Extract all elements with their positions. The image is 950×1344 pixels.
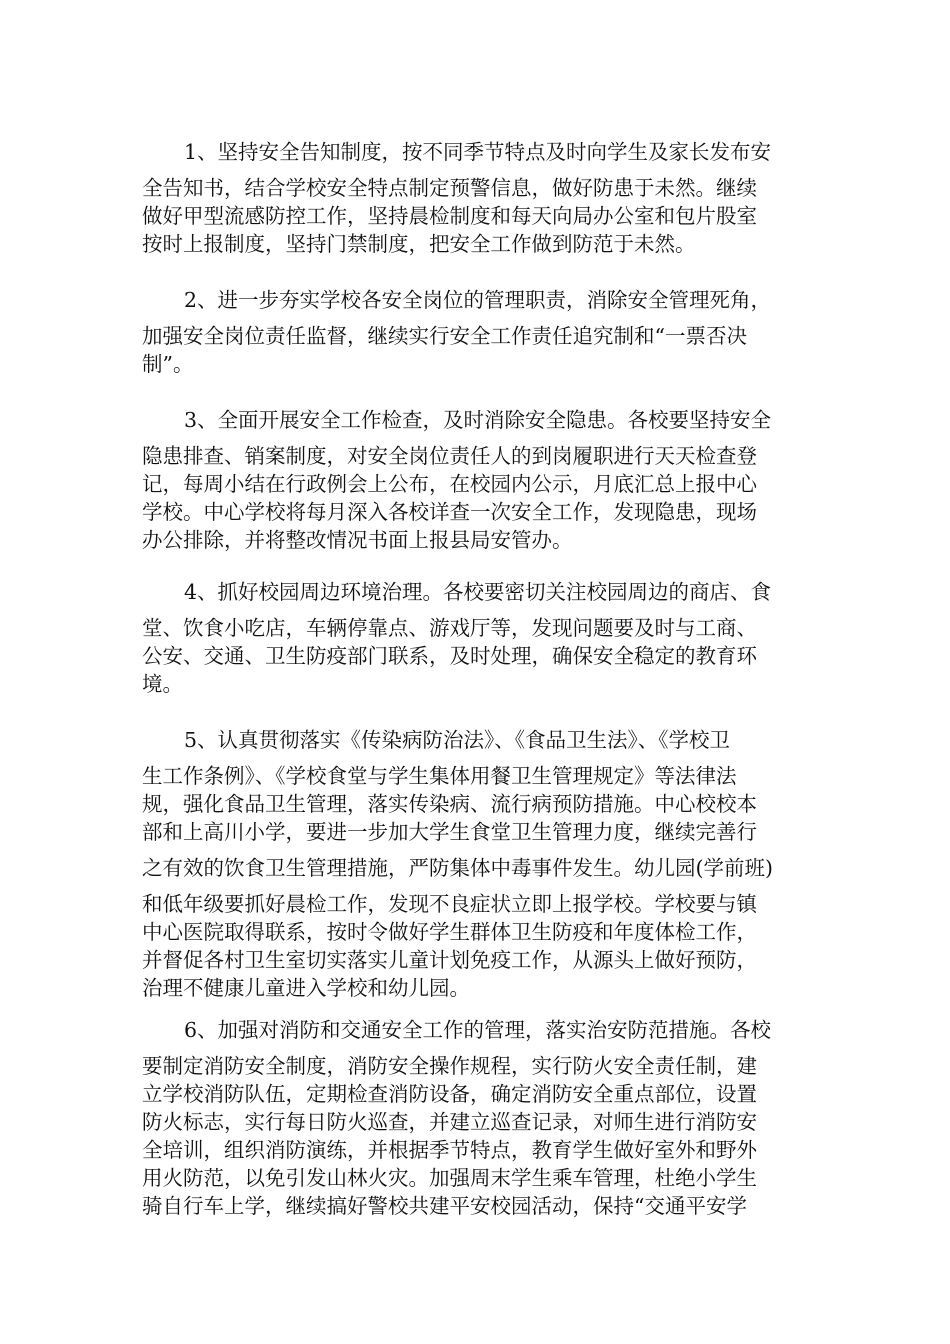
paragraph-line: 制”。 (142, 352, 194, 376)
paragraph-3 (142, 406, 814, 554)
paragraph-line: 和低年级要抓好晨检工作，发现不良症状立即上报学校。学校要与镇 (142, 892, 757, 916)
paragraph-line: 并督促各村卫生室切实落实儿童计划免疫工作，从源头上做好预防， (142, 948, 757, 972)
paragraph-line: 3、全面开展安全工作检查，及时消除安全隐患。各校要坚持安全 (184, 408, 772, 432)
paragraph-line: 1、坚持安全告知制度，按不同季节特点及时向学生及家长发布安 (184, 140, 772, 164)
paragraph-line: 公安、交通、卫生防疫部门联系，及时处理，确保安全稳定的教育环 (142, 644, 757, 668)
paragraph-1 (142, 138, 814, 258)
paragraph-line: 之有效的饮食卫生管理措施，严防集体中毒事件发生。幼儿园(学前班) (142, 856, 773, 880)
paragraph-4 (142, 578, 814, 698)
paragraph-5 (142, 726, 814, 1002)
paragraph-2 (142, 286, 814, 378)
paragraph-line: 2、进一步夯实学校各安全岗位的管理职责，消除安全管理死角， (184, 288, 772, 312)
paragraph-line: 按时上报制度，坚持门禁制度，把安全工作做到防范于未然。 (142, 232, 696, 256)
paragraph-line: 境。 (142, 672, 183, 696)
paragraph-line: 堂、饮食小吃店，车辆停靠点、游戏厅等，发现问题要及时与工商、 (142, 616, 757, 640)
paragraph-line: 治理不健康儿童进入学校和幼儿园。 (142, 976, 470, 1000)
paragraph-line: 加强安全岗位责任监督，继续实行安全工作责任追究制和“一票否决 (142, 324, 747, 348)
paragraph-line: 中心医院取得联系，按时令做好学生群体卫生防疫和年度体检工作， (142, 920, 757, 944)
paragraph-line: 记，每周小结在行政例会上公布，在校园内公示，月底汇总上报中心 (142, 472, 757, 496)
paragraph-line: 5、认真贯彻落实《传染病防治法》、《食品卫生法》、《学校卫 (184, 728, 731, 752)
paragraph-line: 防火标志，实行每日防火巡查，并建立巡查记录，对师生进行消防安 (142, 1110, 757, 1134)
paragraph-line: 全告知书，结合学校安全特点制定预警信息，做好防患于未然。继续 (142, 176, 757, 200)
paragraph-line: 学校。中心学校将每月深入各校详查一次安全工作，发现隐患，现场 (142, 500, 757, 524)
paragraph-line: 办公排除，并将整改情况书面上报县局安管办。 (142, 528, 573, 552)
paragraph-line: 规，强化食品卫生管理，落实传染病、流行病预防措施。中心校校本 (142, 792, 757, 816)
paragraph-line: 部和上高川小学，要进一步加大学生食堂卫生管理力度，继续完善行 (142, 820, 757, 844)
paragraph-line: 立学校消防队伍，定期检查消防设备，确定消防安全重点部位，设置 (142, 1082, 757, 1106)
paragraph-line: 要制定消防安全制度，消防安全操作规程，实行防火安全责任制，建 (142, 1054, 757, 1078)
paragraph-line: 全培训，组织消防演练，并根据季节特点，教育学生做好室外和野外 (142, 1138, 757, 1162)
paragraph-line: 用火防范，以免引发山林火灾。加强周末学生乘车管理，杜绝小学生 (142, 1166, 757, 1190)
paragraph-6 (142, 1016, 814, 1220)
paragraph-line: 6、加强对消防和交通安全工作的管理，落实治安防范措施。各校 (184, 1018, 772, 1042)
paragraph-line: 隐患排查、销案制度，对安全岗位责任人的到岗履职进行天天检查登 (142, 444, 757, 468)
paragraph-line: 4、抓好校园周边环境治理。各校要密切关注校园周边的商店、食 (184, 580, 772, 604)
paragraph-line: 做好甲型流感防控工作，坚持晨检制度和每天向局办公室和包片股室 (142, 204, 757, 228)
paragraph-line: 生工作条例》、《学校食堂与学生集体用餐卫生管理规定》等法律法 (142, 764, 737, 788)
paragraph-line: 骑自行车上学，继续搞好警校共建平安校园活动，保持“交通平安学 (142, 1194, 747, 1218)
